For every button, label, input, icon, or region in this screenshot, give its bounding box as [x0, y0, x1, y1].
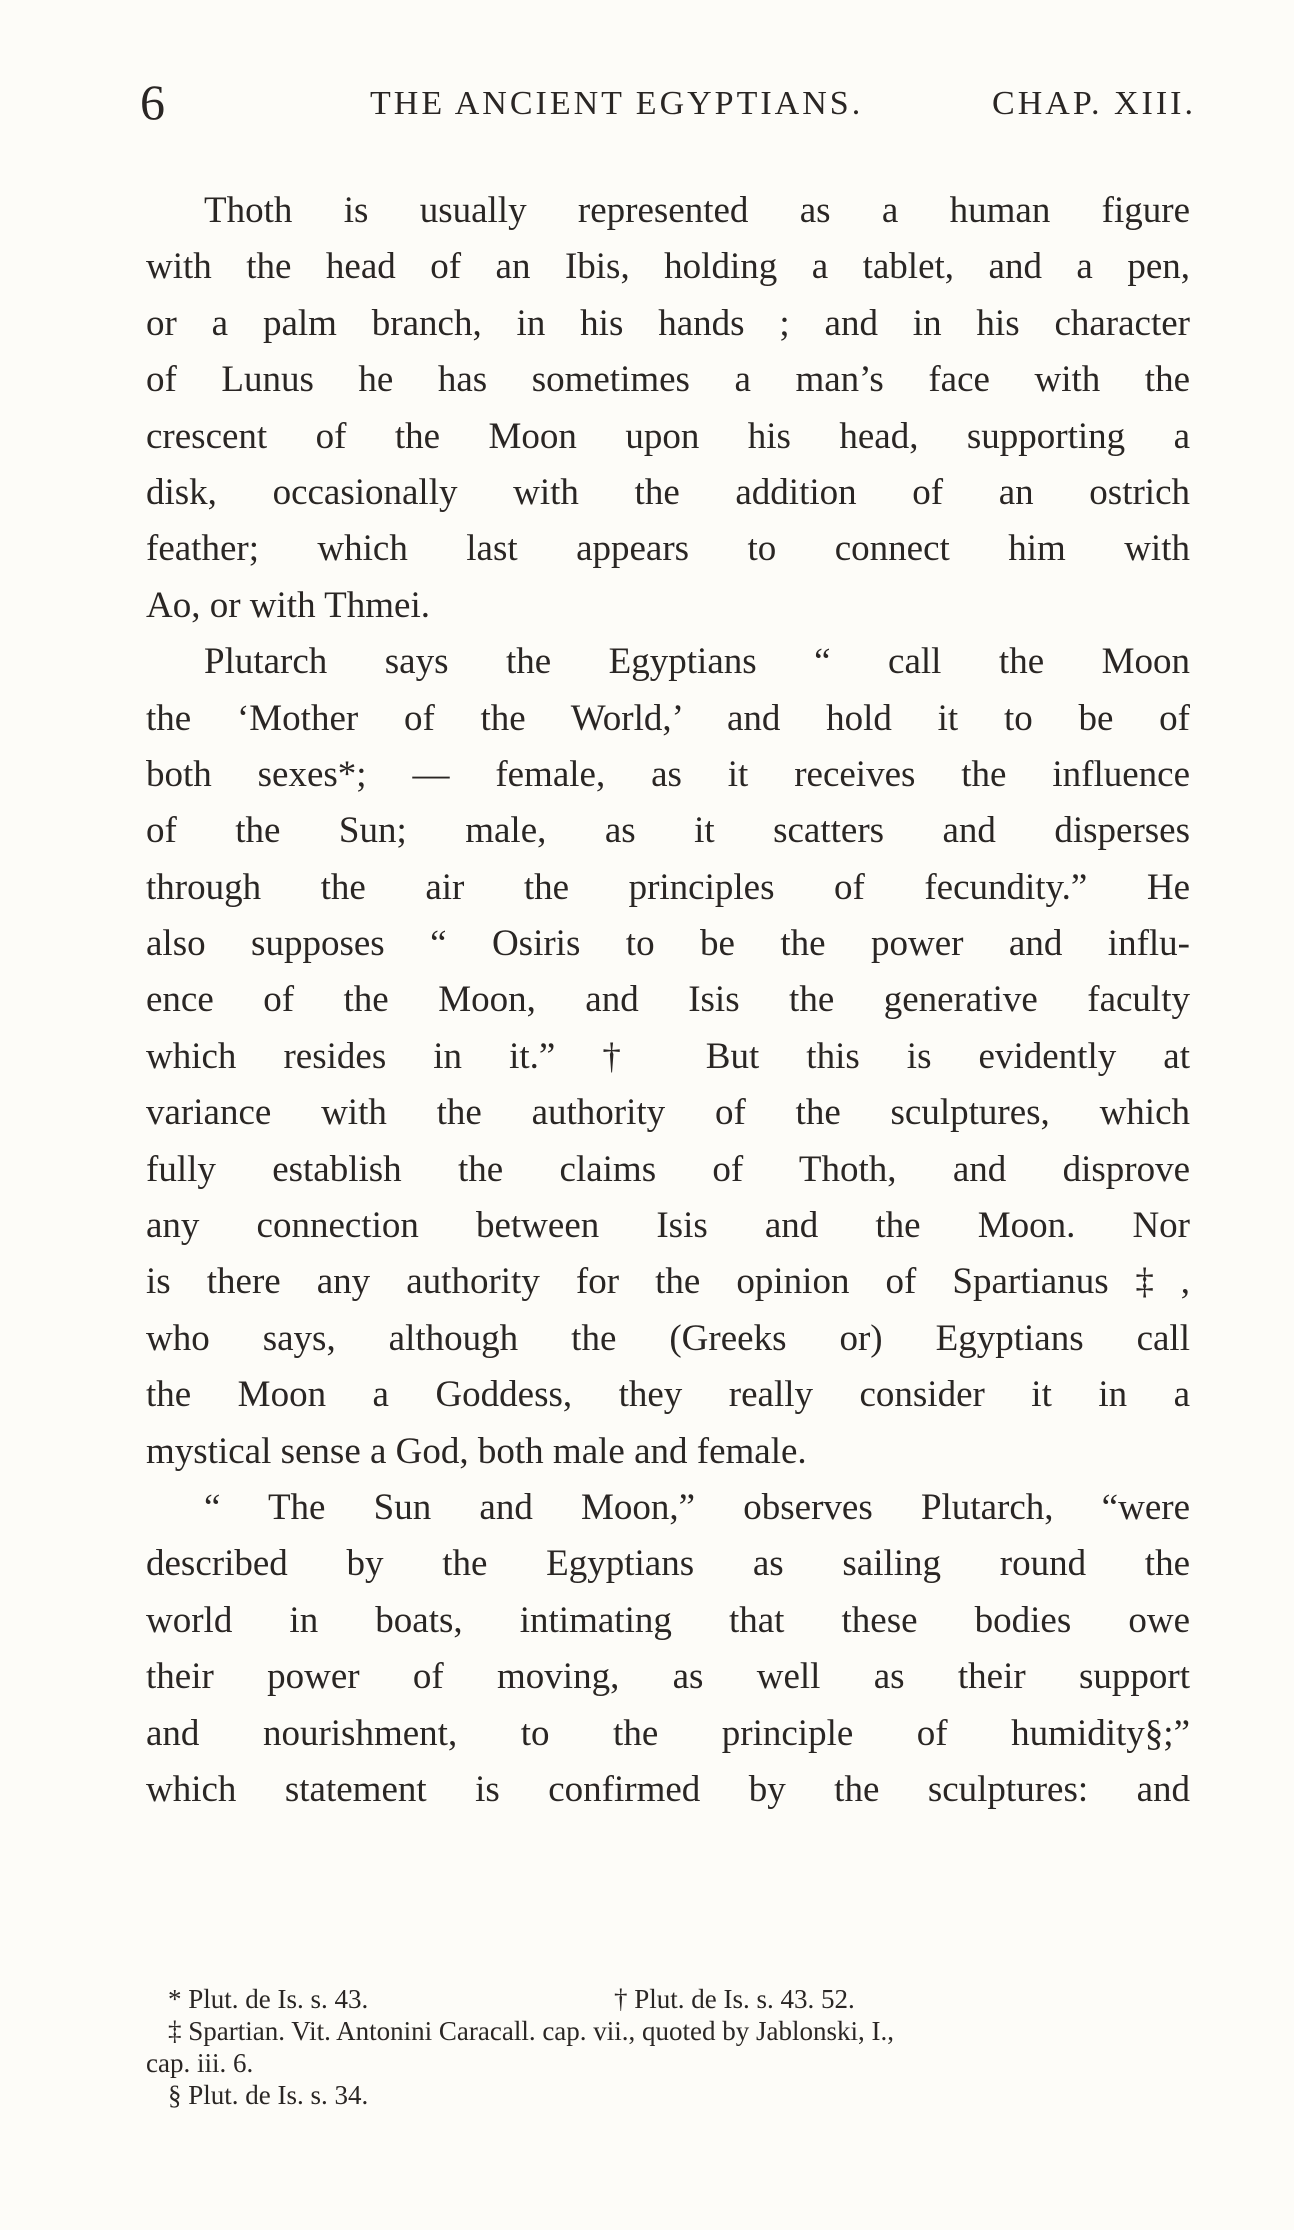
text-line: feather; which last appears to connect him with	[146, 528, 1190, 570]
text-line: both sexes*; — female, as it receives the influence	[146, 753, 1190, 795]
text-line: the ‘Mother of the World,’ and hold it to be of	[146, 697, 1190, 739]
page-number: 6	[140, 74, 165, 130]
footnote-1: * Plut. de Is. s. 43.	[168, 1984, 369, 2014]
text-line: crescent of the Moon upon his head, supporting a	[146, 415, 1190, 457]
text-line: Plutarch says the Egyptians “ call the Moon	[204, 641, 1190, 683]
footnotes	[146, 1983, 1190, 2111]
footnote-row	[146, 1983, 1190, 2015]
text-line: which resides in it.” † But this is evidently at	[146, 1035, 1190, 1077]
text-line: also supposes “ Osiris to be the power and influ-	[146, 923, 1190, 965]
footnote-4: § Plut. de Is. s. 34.	[168, 2080, 369, 2110]
text-line: which statement is confirmed by the sculptures: and	[146, 1768, 1190, 1810]
text-line: is there any authority for the opinion of Spartianus‡,	[146, 1261, 1190, 1303]
chapter-label: CHAP. XIII.	[992, 85, 1196, 122]
running-title: THE ANCIENT EGYPTIANS.	[370, 85, 864, 122]
text-line: of the Sun; male, as it scatters and disperses	[146, 810, 1190, 852]
text-line: the Moon a Goddess, they really consider it in a	[146, 1374, 1190, 1416]
footnote-3-continued: cap. iii. 6.	[146, 2048, 254, 2078]
text-line: mystical sense a God, both male and female.	[146, 1430, 807, 1472]
text-line: or a palm branch, in his hands ; and in his character	[146, 302, 1190, 344]
text-line: disk, occasionally with the addition of an ostrich	[146, 471, 1190, 513]
text-line: of Lunus he has sometimes a man’s face with the	[146, 359, 1190, 401]
text-line: described by the Egyptians as sailing round the	[146, 1543, 1190, 1585]
body-text	[146, 183, 1190, 1818]
footnote-3: ‡ Spartian. Vit. Antonini Caracall. cap. vii., quoted by Jablonski, I.,	[168, 2016, 895, 2046]
text-line: fully establish the claims of Thoth, and disprove	[146, 1148, 1190, 1190]
text-line: any connection between Isis and the Moon. Nor	[146, 1205, 1190, 1247]
text-line: through the air the principles of fecundity.” He	[146, 866, 1190, 908]
text-line: and nourishment, to the principle of humidity§;”	[146, 1712, 1190, 1754]
running-header	[140, 72, 1216, 132]
text-line: world in boats, intimating that these bodies owe	[146, 1599, 1190, 1641]
text-line: their power of moving, as well as their support	[146, 1656, 1190, 1698]
text-line: who says, although the (Greeks or) Egyptians call	[146, 1317, 1190, 1359]
text-line: “ The Sun and Moon,” observes Plutarch, “were	[204, 1486, 1190, 1528]
text-line: variance with the authority of the sculptures, which	[146, 1092, 1190, 1134]
text-line: Thoth is usually represented as a human figure	[204, 190, 1190, 231]
text-line: ence of the Moon, and Isis the generative faculty	[146, 979, 1190, 1021]
text-line: with the head of an Ibis, holding a tablet, and a pen,	[146, 246, 1190, 288]
text-line: Ao, or with Thmei.	[146, 584, 430, 626]
footnote-2: † Plut. de Is. s. 43. 52.	[614, 1984, 855, 2014]
